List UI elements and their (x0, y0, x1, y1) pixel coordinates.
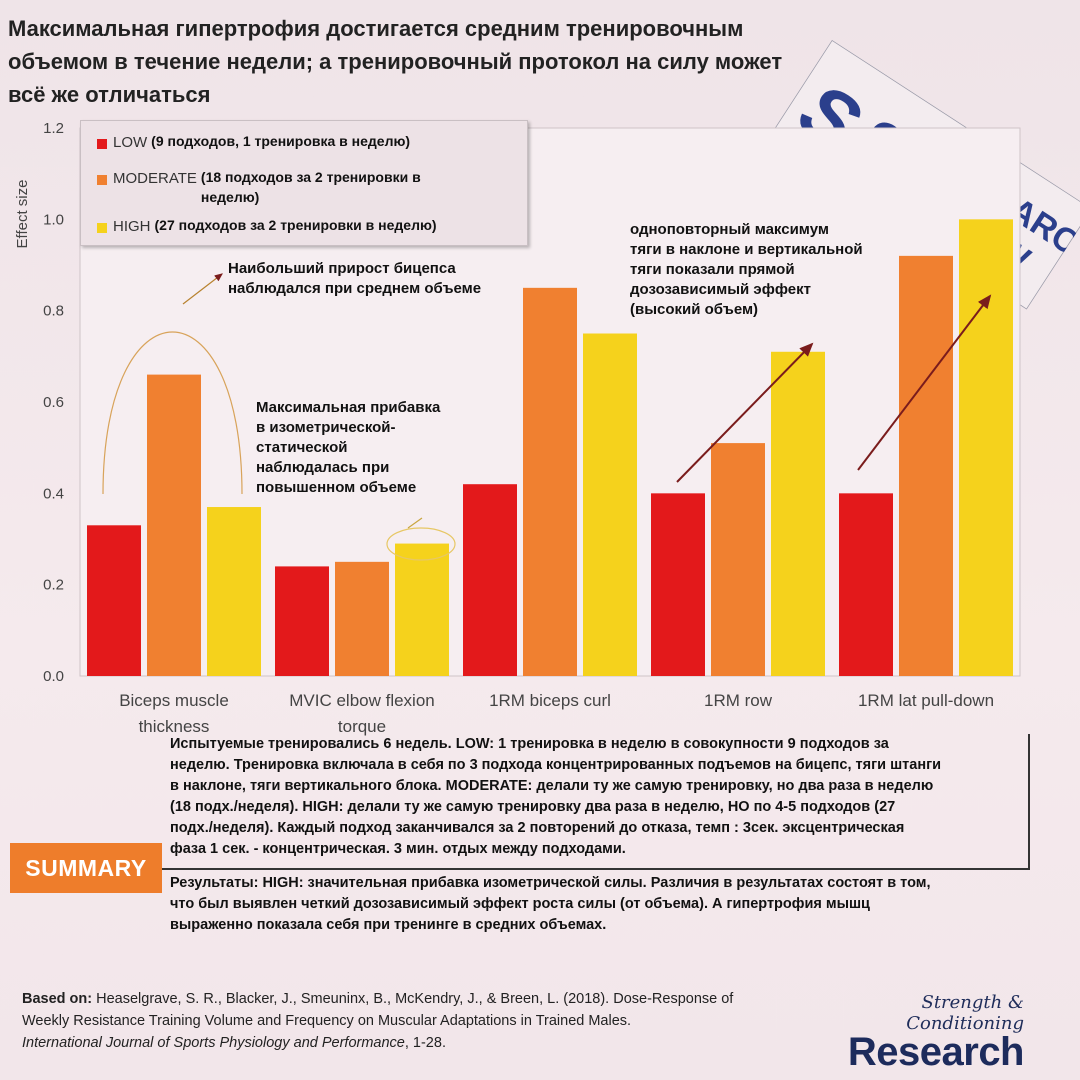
legend-desc-moderate: (18 подходов за 2 тренировки в неделю) (200, 169, 421, 205)
x-tick-label: MVIC elbow flexion torque (289, 691, 435, 736)
legend-item-moderate (97, 167, 471, 207)
bar-moderate (711, 443, 765, 676)
summary-line: подх./неделя). Каждый подход заканчивался за 2 повторений до отказа, темп : 3сек. эксцентрическая (170, 820, 905, 836)
y-tick-label: 0.2 (43, 576, 64, 594)
annotation-isometric (256, 398, 440, 498)
legend-desc-low: (9 подходов, 1 тренировка в неделю) (151, 133, 411, 149)
legend-label-low: LOW (113, 134, 148, 151)
chart-legend (80, 120, 528, 246)
annotation-isometric-line: наблюдалась при (256, 459, 390, 476)
annotation-dose-line: (высокий объем) (630, 301, 759, 318)
summary-tag: SUMMARY (10, 843, 162, 893)
x-axis-labels (119, 691, 994, 736)
legend-label-moderate: MODERATE (113, 170, 197, 187)
x-tick-label: Biceps muscle thickness (119, 691, 229, 736)
x-tick-label: 1RM row (703, 691, 773, 710)
legend-desc-high: (27 подходов за 2 тренировки в неделю) (154, 217, 437, 233)
annotation-isometric-line: в изометрической- (256, 419, 396, 436)
annotation-biceps (228, 259, 481, 299)
page-title: Максимальная гипертрофия достигается средним тренировочным объемом в течение недели; а тренировочный протокол на силу может всё же отличаться (8, 16, 783, 107)
citation-pages: , 1-28. (404, 1035, 446, 1051)
y-axis-title: Effect size (14, 179, 31, 249)
summary-line: неделю. Тренировка включала в себя по 3 подхода концентрированных подъемов на бицепс, тяги штанги (170, 757, 942, 773)
citation-line-2: Weekly Resistance Training Volume and Frequency on Muscular Adaptations in Trained Males. (22, 1013, 632, 1029)
summary-line: фаза 1 сек. - концентрическая. 3 мин. отдых между подходами. (170, 841, 626, 857)
citation-line-1 (22, 988, 812, 1010)
legend-swatch-low (97, 139, 107, 149)
legend-label-high: HIGH (113, 218, 151, 235)
annotation-dose-line: одноповторный максимум (630, 221, 829, 238)
bar-high (583, 334, 637, 677)
citation-based-on: Based on: (22, 991, 93, 1007)
annotation-dose-line: дозозависимый эффект (630, 281, 811, 298)
brand-script-text: Strength & Conditioning (906, 992, 1024, 1034)
citation-authors: Heaselgrave, S. R., Blacker, J., Smeuninx, B., McKendry, J., & Breen, L. (2018). Dose-Response of (92, 991, 734, 1007)
strength-conditioning-research-logo (812, 992, 1024, 1074)
bar-low (651, 493, 705, 676)
bar-moderate (523, 288, 577, 676)
x-tick-label: 1RM lat pull-down (857, 691, 995, 710)
citation (22, 988, 812, 1054)
bar-high (959, 219, 1013, 676)
bar-high (207, 507, 261, 676)
results-line: Результаты: HIGH: значительная прибавка изометрической силы. Различия в результатах состоят в том, (170, 875, 931, 891)
bar-low (275, 566, 329, 676)
summary-results (170, 873, 1030, 936)
y-tick-label: 0.6 (43, 394, 64, 411)
annotation-isometric-line: статической (256, 439, 348, 456)
citation-journal: International Journal of Sports Physiology and Performance (22, 1035, 405, 1051)
annotation-isometric-line: повышенном объеме (256, 479, 417, 496)
bar-high (395, 544, 449, 676)
bar-moderate (147, 375, 201, 676)
citation-line-3 (22, 1032, 812, 1054)
y-tick-label: 1.2 (43, 120, 64, 137)
bar-low (839, 493, 893, 676)
results-line: что был выявлен четкий дозозависимый эффект роста силы (от объема). А гипертрофия мышц (170, 896, 870, 912)
bar-low (87, 525, 141, 676)
summary-line: Испытуемые тренировались 6 недель. LOW: 1 тренировка в неделю в совокупности 9 подходов за (170, 736, 889, 752)
summary-line: в наклоне, тяги вертикального блока. MODERATE: делали ту же самую тренировку, но два раза в неделю (170, 778, 934, 794)
legend-swatch-high (97, 223, 107, 233)
summary-methods (160, 734, 1030, 870)
annotation-dose-response (630, 220, 863, 320)
legend-swatch-moderate (97, 175, 107, 185)
brand-research-text: Research (847, 1030, 1024, 1074)
annotation-dose-line: тяги в наклоне и вертикальной (630, 241, 863, 258)
y-axis (43, 120, 64, 685)
legend-item-high (97, 215, 437, 235)
y-tick-label: 0.0 (43, 668, 64, 685)
bar-moderate (899, 256, 953, 676)
results-line: выраженно показала себя при тренинге в средних объемах. (170, 917, 607, 933)
annotation-dose-line: тяги показали прямой (630, 261, 795, 278)
y-tick-label: 0.8 (43, 302, 64, 320)
y-tick-label: 1.0 (43, 211, 64, 229)
annotation-isometric-line: Максимальная прибавка (256, 399, 441, 416)
bar-low (463, 484, 517, 676)
legend-item-low (97, 131, 410, 151)
y-tick-label: 0.4 (43, 485, 64, 503)
bar-moderate (335, 562, 389, 676)
annotation-biceps-line: наблюдался при среднем объеме (228, 280, 482, 297)
annotation-biceps-line: Наибольший прирост бицепса (228, 260, 456, 277)
x-tick-label: 1RM biceps curl (489, 691, 611, 710)
bar-high (771, 352, 825, 676)
summary-line: (18 подх./неделя). HIGH: делали ту же самую тренировку два раза в неделю, НО по 4-5 подходов (27 (170, 799, 896, 815)
